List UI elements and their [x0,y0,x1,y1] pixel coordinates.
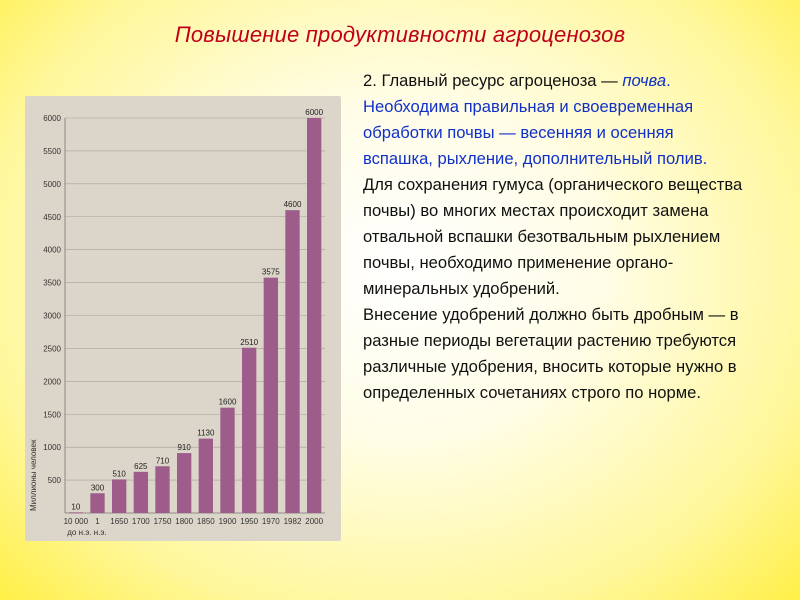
x-tick-label: 1650 [110,517,129,526]
slide-title: Повышение продуктивности агроценозов [174,22,626,47]
paragraph-soil-intro: 2. Главный ресурс агроценоза — [363,71,623,90]
bar-value-label: 6000 [305,108,324,117]
y-axis-label: Миллионы человек [29,439,38,511]
bar-value-label: 910 [177,443,191,453]
y-tick-label: 6000 [43,114,61,123]
bar-value-label: 3575 [261,267,280,277]
x-tick-label: 1850 [196,517,215,526]
bar [264,278,278,513]
x-tick-label: 1750 [153,517,172,526]
bar [134,472,148,513]
y-tick-label: 2000 [43,377,61,387]
soil-word: почва [622,71,667,90]
x-tick-label: 2000 [305,517,324,526]
bar-value-label: 4600 [283,200,302,210]
bar-value-label: 1130 [197,428,215,438]
bar-value-label: 510 [112,469,126,479]
y-tick-label: 2500 [43,344,61,354]
y-tick-label: 3000 [43,311,61,321]
x-tick-label: 1950 [240,517,259,526]
population-chart [25,96,341,541]
y-tick-label: 5500 [43,146,61,156]
bar [69,512,83,513]
y-tick-label: 4000 [43,245,61,255]
x-tick-label: 1970 [261,517,280,526]
x-tick-label: 10 000 [63,517,89,526]
bar-value-label: 1600 [218,397,237,407]
paragraph-soil [363,68,743,172]
bar-value-label: 710 [155,456,170,466]
bar [90,493,104,513]
x-tick-label: 1982 [283,517,302,526]
y-tick-label: 4500 [43,212,61,222]
bar [199,439,213,513]
bar [307,118,321,513]
bar-value-label: 10 [71,502,81,512]
body-text [363,68,743,406]
paragraph-fertilizer: Внесение удобрений должно быть дробным — в разные периоды вегетации растению требуются различные удобрения, вносить которые нужно в определенных сочетаниях строго по норме. [363,305,739,402]
bar-value-label: 2510 [240,337,259,347]
y-tick-label: 3500 [43,278,61,288]
y-tick-label: 1500 [43,410,61,420]
y-tick-label: 1000 [43,443,61,453]
bar-value-label: 625 [134,461,148,471]
x-tick-label: 1 [95,517,100,526]
bar-value-label: 300 [90,483,105,493]
bar [242,348,256,513]
paragraph-humus: Для сохранения гумуса (органического вещества почвы) во многих местах происходит замена отвальной вспашки безотвальным рыхлением почвы, необходимо применение органо-минеральных удобрений. [363,175,743,298]
x-tick-label: 1700 [131,517,150,526]
bar [177,453,191,513]
chart-svg [25,96,341,541]
bar [112,479,126,513]
era-note: до н.э. н.э. [67,528,107,537]
x-tick-label: 1900 [218,517,237,526]
y-tick-label: 500 [47,476,61,486]
bar [285,210,299,513]
y-tick-label: 5000 [43,179,61,189]
bar [220,408,234,513]
bar [155,466,169,513]
x-tick-label: 1800 [175,517,194,526]
paragraph-soil-rest: . Необходима правильная и своевременная обработки почвы — весенняя и осенняя вспашка, рыхление, дополнительный полив. [363,71,708,168]
